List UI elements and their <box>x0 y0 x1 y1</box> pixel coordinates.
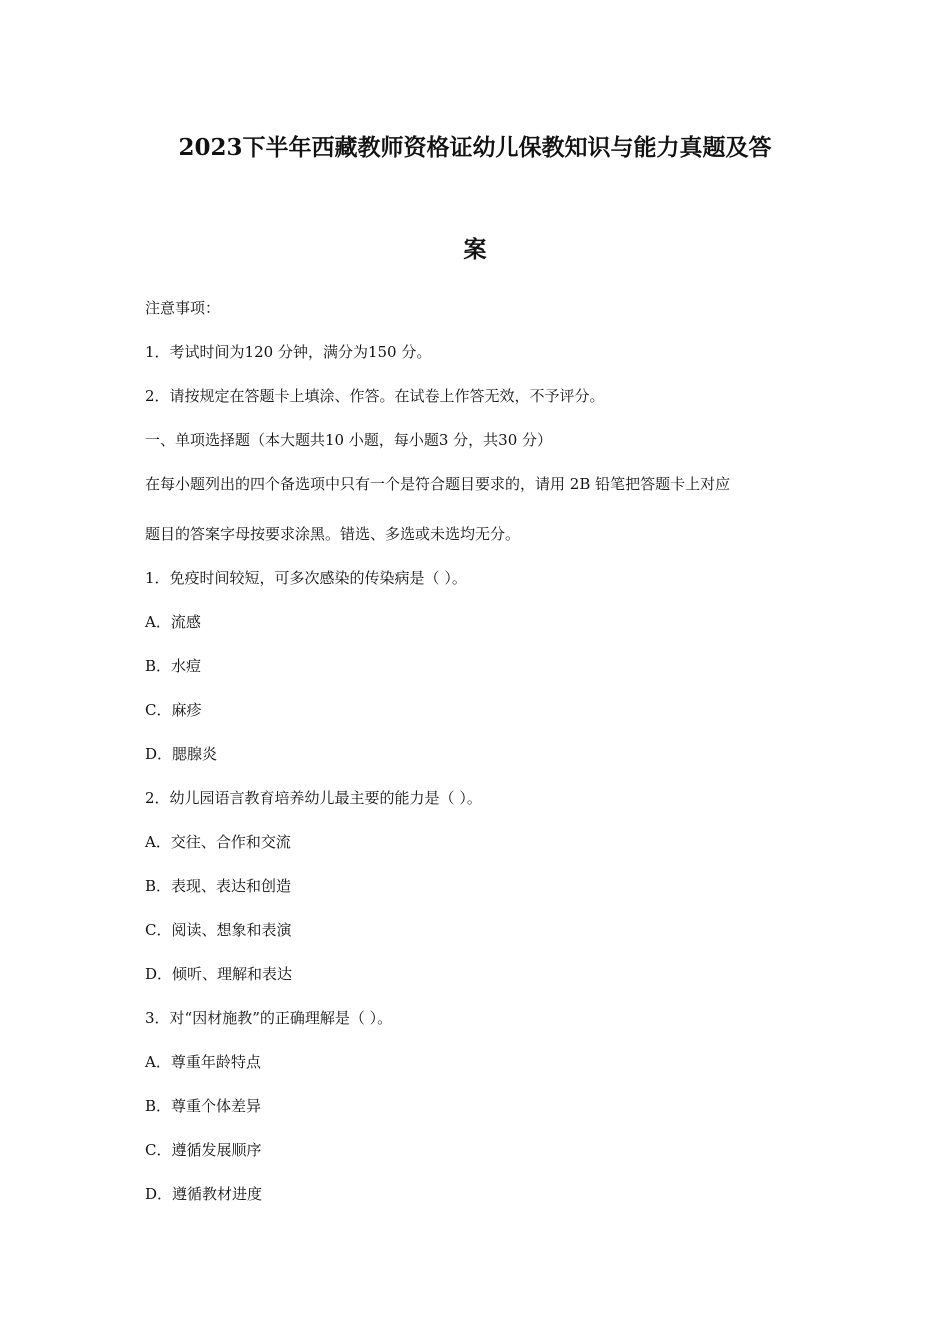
question-2-option-c: C．阅读、想象和表演 <box>145 921 292 939</box>
question-2-option-a: A．交往、合作和交流 <box>145 833 291 851</box>
question-1-option-c: C．麻疹 <box>145 701 202 719</box>
question-3-option-c: C．遵循发展顺序 <box>145 1141 262 1159</box>
notice-heading: 注意事项： <box>145 299 221 317</box>
document-title-line-2: 案 <box>463 236 487 263</box>
section-heading: 一、单项选择题（本大题共10 小题，每小题3 分，共30 分） <box>145 431 553 449</box>
question-2-stem: 2．幼儿园语言教育培养幼儿最主要的能力是（ ）。 <box>145 789 482 807</box>
question-2-option-d: D．倾听、理解和表达 <box>145 965 293 983</box>
question-1-option-d: D．腮腺炎 <box>145 745 218 763</box>
question-1-option-a: A．流感 <box>145 613 201 631</box>
question-3-option-b: B．尊重个体差异 <box>145 1097 262 1115</box>
question-3-stem: 3．对“因材施教”的正确理解是（ ）。 <box>145 1009 393 1027</box>
question-1-option-b: B．水痘 <box>145 657 202 675</box>
instruction-line-2: 题目的答案字母按要求涂黑。错选、多选或未选均无分。 <box>145 525 521 543</box>
question-1-stem: 1．免疫时间较短，可多次感染的传染病是（ ）。 <box>145 569 467 587</box>
notice-item-1: 1．考试时间为120 分钟，满分为150 分。 <box>145 343 432 361</box>
notice-item-2: 2．请按规定在答题卡上填涂、作答。在试卷上作答无效，不予评分。 <box>145 387 605 405</box>
document-title-line-1: 2023下半年西藏教师资格证幼儿保教知识与能力真题及答 <box>178 134 772 161</box>
question-2-option-b: B．表现、表达和创造 <box>145 877 292 895</box>
question-3-option-a: A．尊重年龄特点 <box>145 1053 261 1071</box>
instruction-line-1: 在每小题列出的四个备选项中只有一个是符合题目要求的，请用 2B 铅笔把答题卡上对应 <box>145 475 731 493</box>
question-3-option-d: D．遵循教材进度 <box>145 1185 263 1203</box>
